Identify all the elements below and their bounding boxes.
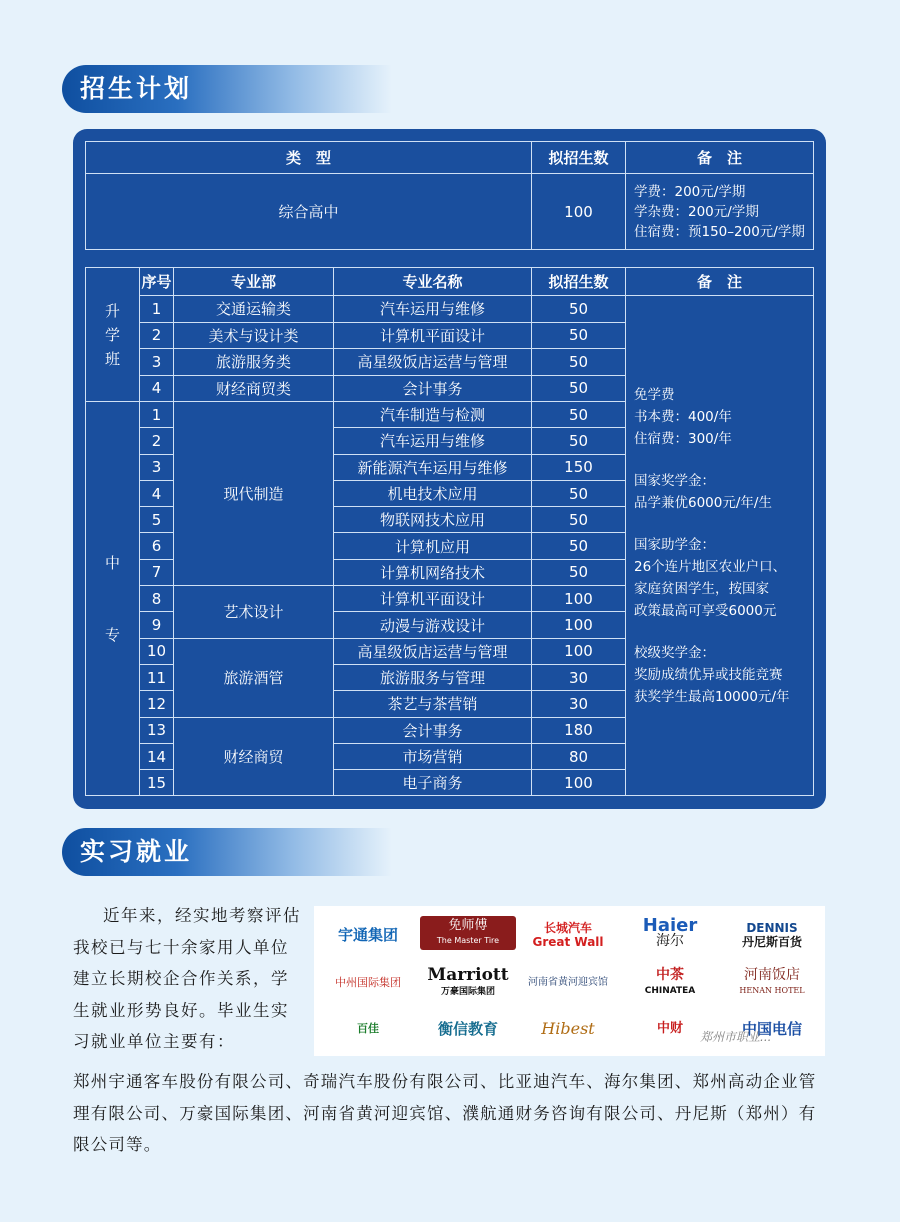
row-count: 150 xyxy=(532,454,626,480)
row-no: 8 xyxy=(140,586,174,612)
col-header-count2: 拟招生数 xyxy=(532,268,626,296)
row-no: 14 xyxy=(140,743,174,769)
col-header-dept: 专业部 xyxy=(174,268,334,296)
logo-huanghe: 河南省黄河迎宾馆 xyxy=(528,977,608,988)
logo-dennis: DENNIS 丹尼斯百货 xyxy=(741,921,802,949)
row-dept: 交通运输类 xyxy=(174,296,334,323)
row-count: 50 xyxy=(532,507,626,533)
row-major: 汽车运用与维修 xyxy=(334,428,532,454)
row-dept: 财经商贸类 xyxy=(174,375,334,402)
row-count: 50 xyxy=(532,428,626,454)
row-no: 13 xyxy=(140,717,174,743)
logo-marriott: Marriott 万豪国际集团 xyxy=(427,964,509,997)
row-count: 50 xyxy=(532,296,626,323)
row-major: 物联网技术应用 xyxy=(334,507,532,533)
row-major: 会计事务 xyxy=(334,375,532,402)
row-major: 茶艺与茶营销 xyxy=(334,691,532,717)
row-no: 15 xyxy=(140,770,174,796)
row-major: 会计事务 xyxy=(334,717,532,743)
row-major: 机电技术应用 xyxy=(334,480,532,506)
comprehensive-table xyxy=(85,141,814,250)
logo-chinatea: 中茶 CHINATEA xyxy=(644,967,696,996)
row-dept: 旅游服务类 xyxy=(174,349,334,376)
row-major: 高星级饭店运营与管理 xyxy=(334,638,532,664)
row-count: 80 xyxy=(532,743,626,769)
col-header-count: 拟招生数 xyxy=(532,142,626,174)
row-count: 50 xyxy=(532,375,626,402)
row-no: 5 xyxy=(140,507,174,533)
row-major: 计算机平面设计 xyxy=(334,322,532,349)
dept-cell: 艺术设计 xyxy=(174,586,334,639)
type-cell: 综合高中 xyxy=(86,174,532,250)
row-count: 100 xyxy=(532,586,626,612)
enrollment-panel xyxy=(73,129,826,809)
row-count: 30 xyxy=(532,664,626,690)
row-major: 电子商务 xyxy=(334,770,532,796)
majors-table xyxy=(85,267,814,796)
row-no: 4 xyxy=(140,480,174,506)
row-count: 100 xyxy=(532,612,626,638)
row-count: 100 xyxy=(532,638,626,664)
row-no: 6 xyxy=(140,533,174,559)
dept-cell: 旅游酒管 xyxy=(174,638,334,717)
logo-mianshifu: 免师傅 The Master Tire xyxy=(420,916,516,950)
row-count: 50 xyxy=(532,322,626,349)
logo-henanhotel: 河南饭店 HENAN HOTEL xyxy=(739,967,805,995)
col-header-major: 专业名称 xyxy=(334,268,532,296)
row-major: 计算机网络技术 xyxy=(334,559,532,585)
row-no: 10 xyxy=(140,638,174,664)
row-major: 高星级饭店运营与管理 xyxy=(334,349,532,376)
watermark: 郑州市职业... xyxy=(700,1030,772,1044)
row-major: 计算机平面设计 xyxy=(334,586,532,612)
row-count: 50 xyxy=(532,349,626,376)
row-major: 汽车制造与检测 xyxy=(334,402,532,428)
row-count: 50 xyxy=(532,480,626,506)
row-major: 动漫与游戏设计 xyxy=(334,612,532,638)
logo-hengxin: 衡信教育 xyxy=(437,1020,498,1038)
row-count: 50 xyxy=(532,533,626,559)
group-label-zhongzhuan: 中 专 xyxy=(86,402,140,796)
row-no: 2 xyxy=(140,322,174,349)
row-no: 4 xyxy=(140,375,174,402)
row-major: 计算机应用 xyxy=(334,533,532,559)
fee-notes: 学费：200元/学期 学杂费：200元/学期 住宿费：预150–200元/学期 xyxy=(626,174,814,250)
row-count: 50 xyxy=(532,402,626,428)
col-header-notes2: 备 注 xyxy=(626,268,814,296)
row-no: 1 xyxy=(140,296,174,323)
row-no: 3 xyxy=(140,454,174,480)
logo-hibest: Hibest xyxy=(541,1019,595,1038)
row-count: 100 xyxy=(532,770,626,796)
col-header-notes: 备 注 xyxy=(626,142,814,174)
row-no: 3 xyxy=(140,349,174,376)
logo-jiabao: 百佳 xyxy=(357,1022,379,1035)
row-count: 30 xyxy=(532,691,626,717)
row-major: 汽车运用与维修 xyxy=(334,296,532,323)
row-dept: 美术与设计类 xyxy=(174,322,334,349)
dept-cell: 现代制造 xyxy=(174,402,334,586)
row-no: 11 xyxy=(140,664,174,690)
row-no: 2 xyxy=(140,428,174,454)
row-major: 市场营销 xyxy=(334,743,532,769)
employment-intro: 近年来，经实地考察评估我校已与七十余家用人单位建立长期校企合作关系，学生就业形势良好。毕业生实习就业单位主要有： xyxy=(73,906,301,1051)
logo-greatwall: 长城汽车 Great Wall xyxy=(532,921,604,949)
row-no: 9 xyxy=(140,612,174,638)
employment-companies: 郑州宇通客车股份有限公司、奇瑞汽车股份有限公司、比亚迪汽车、海尔集团、郑州高动企业管理有限公司、万豪国际集团、河南省黄河迎宾馆、濮航通财务咨询有限公司、丹尼斯（郑州）有限公司等。 xyxy=(73,1072,817,1154)
logo-haier: Haier 海尔 xyxy=(642,914,698,949)
col-header-no: 序号 xyxy=(140,268,174,296)
col-header-type: 类 型 xyxy=(86,142,532,174)
row-no: 1 xyxy=(140,402,174,428)
row-no: 7 xyxy=(140,559,174,585)
section-title-plan: 招生计划 xyxy=(62,65,392,113)
row-major: 旅游服务与管理 xyxy=(334,664,532,690)
count-cell: 100 xyxy=(532,174,626,250)
dept-cell: 财经商贸 xyxy=(174,717,334,796)
group-label-shengxue: 升 学 班 xyxy=(86,268,140,402)
row-count: 50 xyxy=(532,559,626,585)
section-title-jobs: 实习就业 xyxy=(62,828,392,876)
benefit-notes: 免学费 书本费：400/年 住宿费：300/年 国家奖学金： 品学兼优6000元/年/生 国家助学金： 26个连片地区农业户口、 家庭贫困学生，按国家 政策最高可享受6000元 校级奖学金： 奖励成绩优异或技能竞赛 获奖学生最高10000元/年 xyxy=(626,296,814,796)
row-no: 12 xyxy=(140,691,174,717)
logo-chinatelecom: 中国电信 xyxy=(741,1020,802,1038)
logo-zhongzhou: 中州国际集团 xyxy=(335,976,401,989)
logo-yutong: 宇通集团 xyxy=(337,926,398,944)
row-major: 新能源汽车运用与维修 xyxy=(334,454,532,480)
row-count: 180 xyxy=(532,717,626,743)
logo-zhongcai: 中财 xyxy=(656,1021,683,1036)
